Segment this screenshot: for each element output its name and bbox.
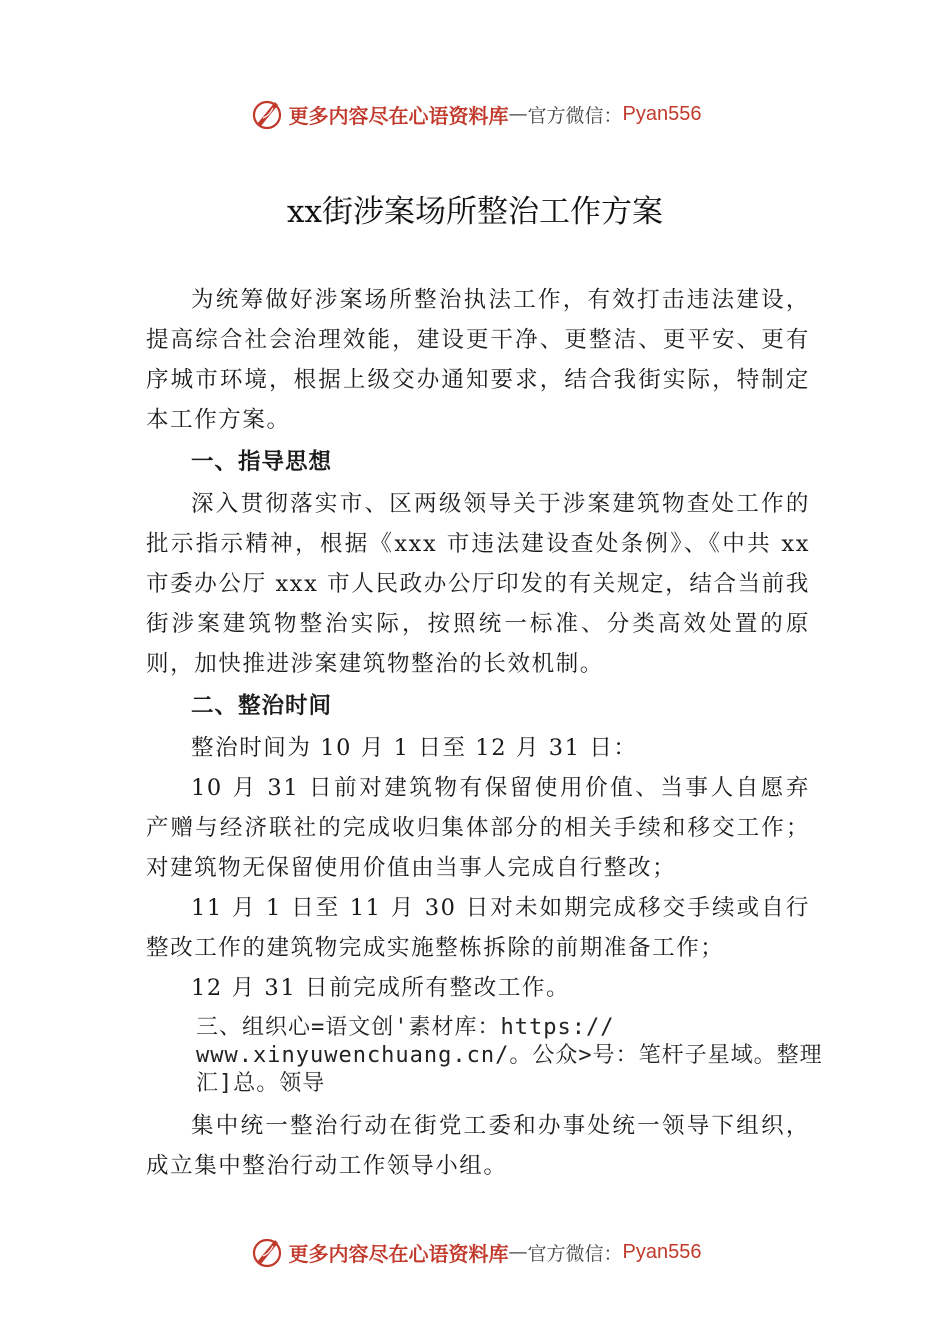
document-body bbox=[146, 280, 823, 1186]
banner-brand-text: 更多内容尽在心语资料库 bbox=[288, 103, 509, 128]
section-heading-organization bbox=[146, 1014, 823, 1098]
banner-wechat-label: 官方微信： bbox=[527, 104, 623, 127]
schedule-paragraph-2: 10 月 31 日前对建筑物有保留使用价值、当事人自愿弃产赠与经济联社的完成收归集体部分的相关手续和移交工作；对建筑物无保留使用价值由当事人完成自行整改； bbox=[146, 775, 810, 881]
banner-wechat-id: Pyan556 bbox=[622, 1240, 702, 1263]
schedule-paragraph-4: 12 月 31 日前完成所有整改工作。 bbox=[191, 975, 571, 1001]
banner-brand-text: 更多内容尽在心语资料库 bbox=[288, 1241, 509, 1266]
organization-paragraph: 集中统一整治行动在街党工委和办事处统一领导下组织，成立集中整治行动工作领导小组。 bbox=[146, 1113, 810, 1179]
schedule-paragraph-1: 整治时间为 10 月 1 日至 12 月 31 日： bbox=[191, 735, 638, 761]
organization-heading-line-3: 汇]总。领导 bbox=[196, 1071, 326, 1096]
section-heading-guiding-thought: 一、指导思想 bbox=[191, 449, 333, 475]
quill-pen-logo-icon bbox=[249, 1234, 285, 1270]
banner-wechat-id: Pyan556 bbox=[622, 102, 702, 125]
organization-heading-line-2: www.xinyuwenchuang.cn/。公众>号：笔杆子星域。整理 bbox=[196, 1043, 823, 1068]
banner-separator: — bbox=[508, 1241, 528, 1263]
guiding-thought-paragraph: 深入贯彻落实市、区两级领导关于涉案建筑物查处工作的批示指示精神，根据《xxx 市违法建设查处条例》、《中共 xx 市委办公厅 xxx 市人民政办公厅印发的有关规定，结合当前我街涉案建筑物整治实际，按照统一标准、分类高效处置的原则，加快推进涉案建筑物整治的长效机制。 bbox=[146, 491, 810, 677]
footer-banner bbox=[0, 1232, 950, 1272]
intro-paragraph: 为统筹做好涉案场所整治执法工作，有效打击违法建设，提高综合社会治理效能，建设更干净、更整洁、更平安、更有序城市环境，根据上级交办通知要求，结合我街实际，特制定本工作方案。 bbox=[146, 287, 810, 433]
organization-heading-line-1: 三、组织心=语文创'素材库：https:// bbox=[196, 1015, 615, 1040]
schedule-paragraph-3: 11 月 1 日至 11 月 30 日对未如期完成移交手续或自行整改工作的建筑物完成实施整栋拆除的前期准备工作； bbox=[146, 895, 810, 961]
quill-pen-logo-icon bbox=[249, 96, 285, 132]
section-heading-schedule: 二、整治时间 bbox=[191, 693, 333, 719]
banner-wechat-label: 官方微信： bbox=[527, 1242, 623, 1265]
document-title: xx街涉案场所整治工作方案 bbox=[287, 194, 663, 230]
banner-separator: — bbox=[508, 103, 528, 125]
header-banner bbox=[0, 94, 950, 134]
